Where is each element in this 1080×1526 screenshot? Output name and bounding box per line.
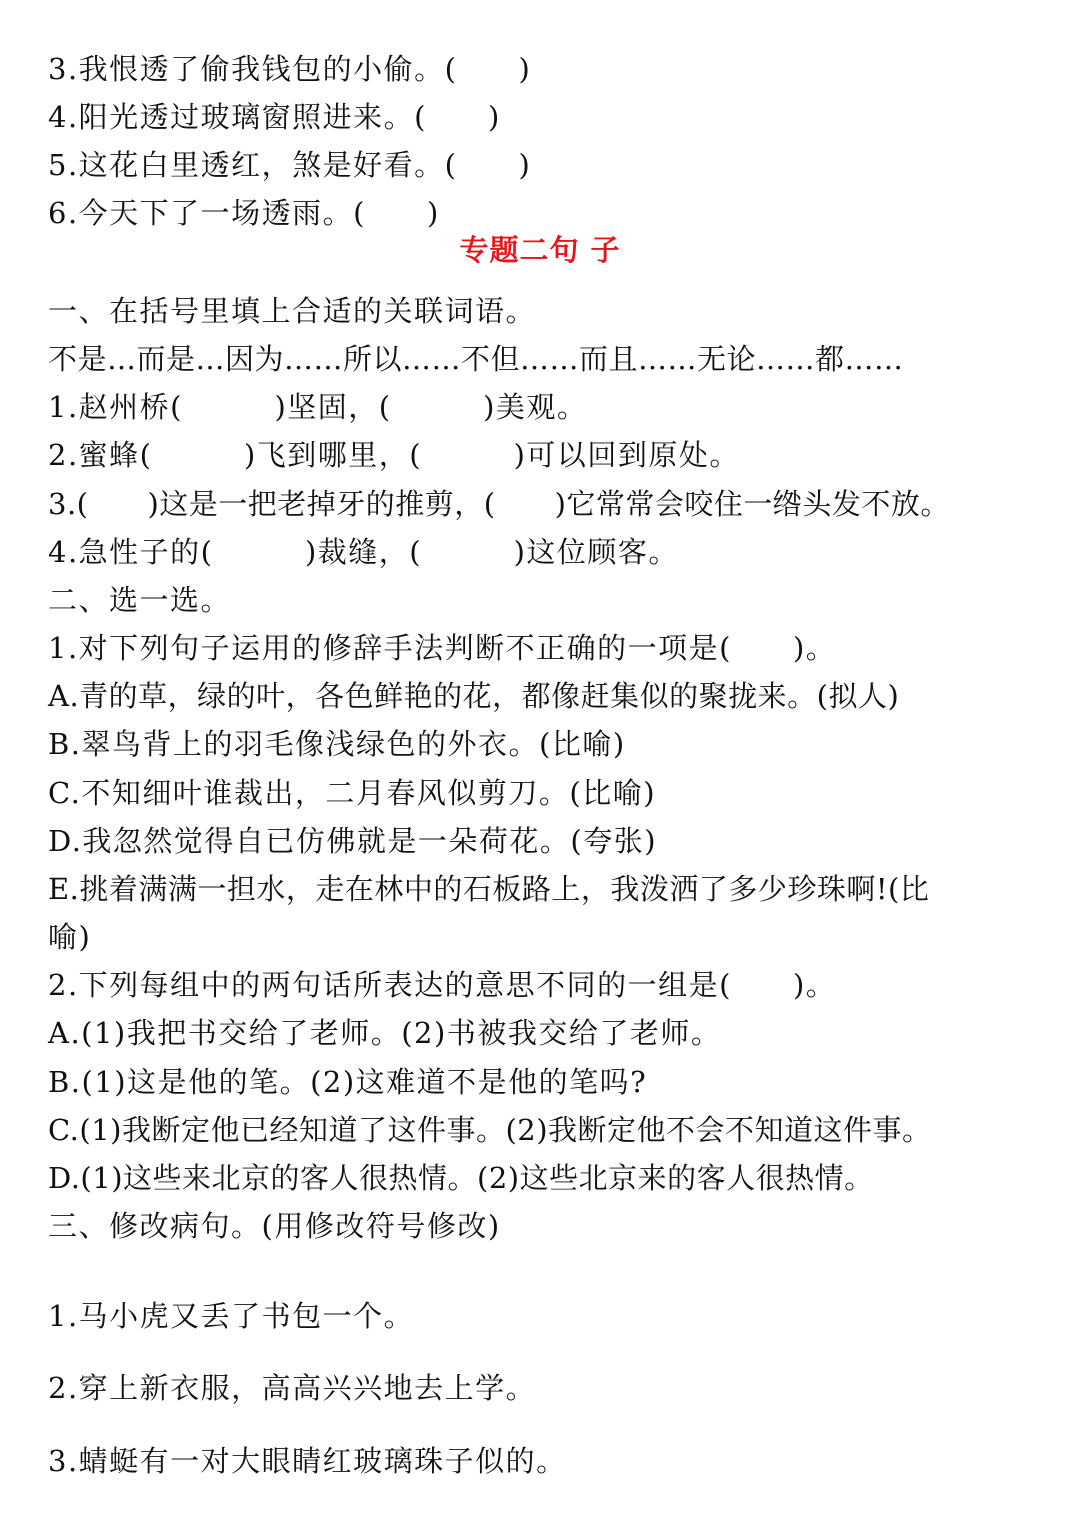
question-stem: 1.对下列句子运用的修辞手法判断不正确的一项是( )。 [48, 631, 837, 665]
choice-option: D.(1)这些来北京的客人很热情。(2)这些北京来的客人很热情。 [48, 1161, 874, 1195]
fill-blank-item: 3.( )这是一把老掉牙的推剪，( )它常常会咬住一绺头发不放。 [48, 487, 950, 521]
choice-option: E.挑着满满一担水，走在林中的石板路上，我泼洒了多少珍珠啊!(比 [48, 872, 930, 906]
section-title: 一、在括号里填上合适的关联词语。 [48, 294, 537, 328]
section-title: 三、修改病句。(用修改符号修改) [48, 1209, 501, 1243]
fill-blank-item: 4.急性子的( )裁缝，( )这位顾客。 [48, 535, 679, 569]
correction-item: 3.蜻蜓有一对大眼睛红玻璃珠子似的。 [48, 1444, 567, 1478]
choice-option: D.我忽然觉得自已仿佛就是一朵荷花。(夸张) [48, 824, 658, 858]
fill-blank-item: 1.赵州桥( )坚固，( )美观。 [48, 390, 588, 424]
correction-item: 1.马小虎又丢了书包一个。 [48, 1299, 415, 1333]
exercise-line: 3.我恨透了偷我钱包的小偷。( ) [48, 52, 532, 86]
word-bank: 不是…而是…因为……所以……不但……而且……无论……都…… [48, 342, 904, 376]
choice-option: B.(1)这是他的笔。(2)这难道不是他的笔吗? [48, 1065, 648, 1099]
section-title: 二、选一选。 [48, 583, 232, 617]
correction-item: 2.穿上新衣服，高高兴兴地去上学。 [48, 1371, 537, 1405]
choice-option-continued: 喻) [48, 920, 92, 954]
exercise-line: 4.阳光透过玻璃窗照进来。( ) [48, 100, 501, 134]
question-stem: 2.下列每组中的两句话所表达的意思不同的一组是( )。 [48, 968, 837, 1002]
topic-title: 专题二句 子 [459, 233, 621, 267]
exercise-line: 5.这花白里透红，煞是好看。( ) [48, 148, 532, 182]
choice-option: C.(1)我断定他已经知道了这件事。(2)我断定他不会不知道这件事。 [48, 1113, 932, 1147]
choice-option: C.不知细叶谁裁出，二月春风似剪刀。(比喻) [48, 776, 657, 810]
choice-option: B.翠鸟背上的羽毛像浅绿色的外衣。(比喻) [48, 727, 626, 761]
exercise-line: 6.今天下了一场透雨。( ) [48, 196, 440, 230]
choice-option: A.(1)我把书交给了老师。(2)书被我交给了老师。 [48, 1016, 722, 1050]
fill-blank-item: 2.蜜蜂( )飞到哪里，( )可以回到原处。 [48, 438, 740, 472]
choice-option: A.青的草，绿的叶，各色鲜艳的花，都像赶集似的聚拢来。(拟人) [48, 679, 900, 713]
